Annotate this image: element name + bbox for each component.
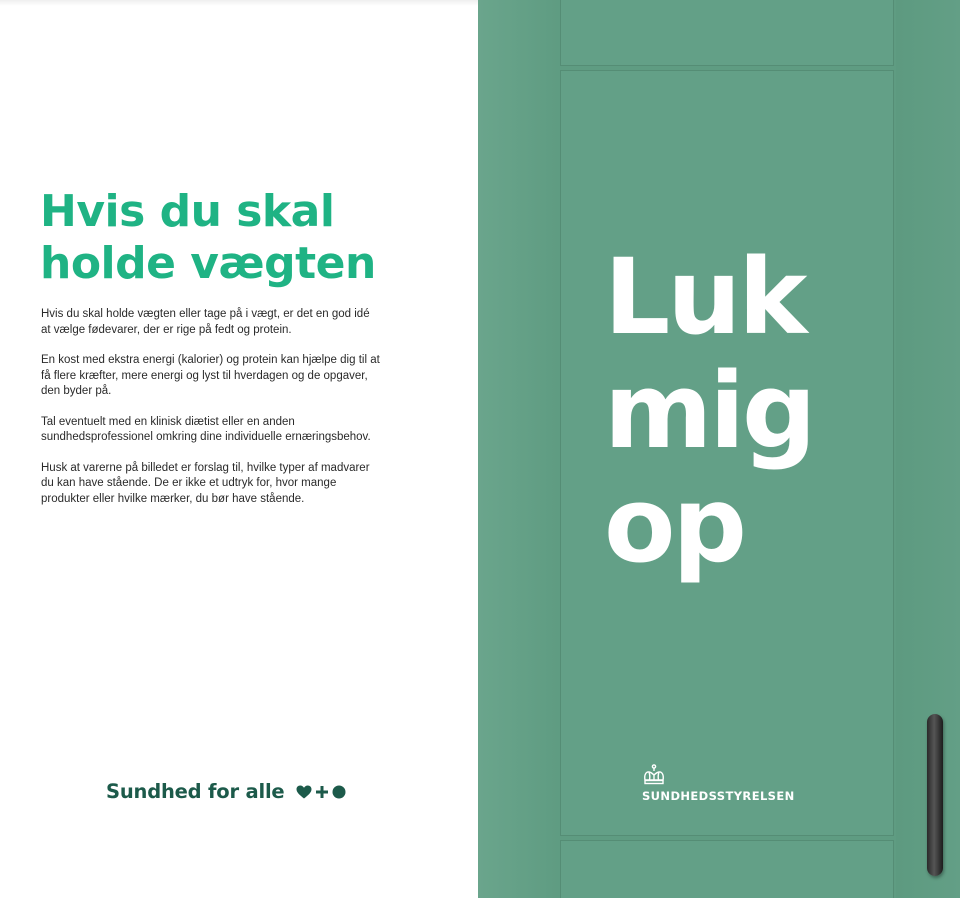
headline-line-1: Hvis du skal: [40, 186, 335, 237]
sundhedsstyrelsen-logo: [642, 764, 795, 803]
paragraph-2: En kost med ekstra energi (kalorier) og protein kan hjælpe dig til at få flere kræfter, mere energi og lyst til hverdagen og de opgaver, den byder på.: [41, 354, 380, 397]
heart-icon: [296, 785, 312, 799]
door-text: [604, 236, 814, 586]
logo-text: SUNDHEDSSTYRELSEN: [642, 789, 795, 803]
paragraph-4: Husk at varerne på billedet er forslag til, hvilke typer af madvarer du kan have stående. De er ikke et udtryk for, hvor mange produkter eller hvilke mærker, du bør have stående.: [41, 461, 370, 505]
door-panel-bottom: [560, 840, 894, 898]
left-page: [0, 0, 478, 898]
door-handle[interactable]: [927, 714, 943, 876]
slogan-icons: [296, 785, 346, 799]
plus-icon: [315, 785, 329, 799]
door-panel-top: [560, 0, 894, 66]
door-stile-left: [478, 0, 558, 898]
paragraph-1: Hvis du skal holde vægten eller tage på i vægt, er det en god idé at vælge fødevarer, der er rige på fedt og protein.: [41, 308, 370, 336]
headline: [40, 186, 460, 290]
door-text-line-1: Luk: [604, 236, 805, 358]
door-text-line-2: mig: [604, 350, 814, 472]
door-text-line-3: op: [604, 464, 744, 586]
circle-icon: [332, 785, 346, 799]
crown-icon: [642, 764, 666, 786]
headline-line-2: holde vægten: [40, 238, 376, 289]
slogan: [106, 780, 346, 803]
paragraph-3: Tal eventuelt med en klinisk diætist eller en anden sundhedsprofessionel omkring dine individuelle ernæringsbehov.: [41, 415, 371, 443]
slogan-text: Sundhed for alle: [106, 780, 285, 803]
body-text: [41, 307, 381, 522]
